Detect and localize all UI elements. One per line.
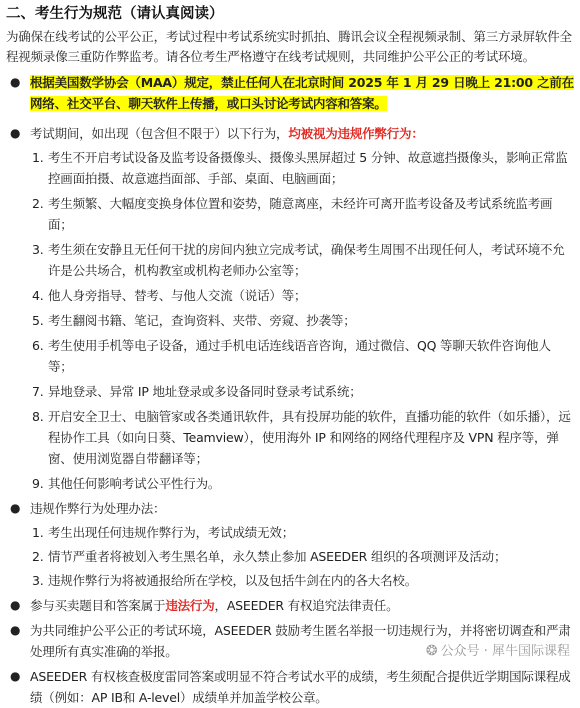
bullet-dot-icon: ● [10,623,21,637]
list-item: 5. 考生翻阅书籍、笔记，查询资料、夹带、旁窥、抄袭等； [32,313,356,328]
notice-bullet [6,72,574,114]
wechat-icon: ❂ [425,643,438,659]
bullet-dot-icon: ● [10,669,21,683]
violations-lead: 考试期间，如出现（包含但不限于）以下行为， [30,126,289,141]
section-title: 二、考生行为规范（请认真阅读） [6,6,224,22]
list-item: 9. 其他任何影响考试公平性行为。 [32,476,221,491]
list-item: 3. 考生须在安静且无任何干扰的房间内独立完成考试，确保考生周围不出现任何人，考试环境不允许是公共场合，机构教室或机构老师办公室等； [32,242,565,278]
notice-highlight: 根据美国数学协会（MAA）规定，禁止任何人在北京时间 2025 年 1 月 29 日晚上 21:00 之前在网络、社交平台、聊天软件上传播，或口头讨论考试内容和答案。 [30,75,574,111]
bullet-dot-icon: ● [10,75,21,89]
violations-lead-red: 均被视为违规作弊行为： [288,126,424,141]
handling-list [6,522,574,591]
list-item: 7. 异地登录、异常 IP 地址登录或多设备同时登录考试系统； [32,384,362,399]
bullet-dot-icon: ● [10,598,21,612]
watermark: ❂ 公众号 · 犀牛国际课程 [425,643,570,659]
bullet-dot-icon: ● [10,126,21,140]
leak-bullet: ● 参与买卖题目和答案属于违法行为，ASEEDER 有权追究法律责任。 [6,595,574,616]
bullet-dot-icon: ● [10,501,21,515]
list-item: 4. 他人身旁指导、替考、与他人交流（说话）等； [32,288,307,303]
handling-bullet [6,498,574,519]
illegal-act-red: 违法行为 [165,598,215,613]
list-item: 6. 考生使用手机等电子设备，通过手机电话连线语音咨询，通过微信、QQ 等聊天软件咨询他人等； [32,338,551,374]
handling-lead: 违规作弊行为处理办法： [30,501,166,516]
violations-bullet [6,123,574,144]
list-item: 2. 情节严重者将被划入考生黑名单，永久禁止参加 ASEEDER 组织的各项测评及活动； [32,549,507,564]
list-item: 1. 考生不开启考试设备及监考设备摄像头、摄像头黑屏超过 5 分钟、故意遮挡摄像头，影响正常监控画面拍摄、故意遮挡面部、手部、桌面、电脑画面； [32,150,568,186]
document-page [6,4,574,708]
list-item: 3. 违规作弊行为将被通报给所在学校，以及包括牛剑在内的各大名校。 [32,573,418,588]
verify-bullet: ● ASEEDER 有权核查极度雷同答案或明显不符合考试水平的成绩，考生须配合提供近学期国际课程成绩（例如：AP IB和 A-level）成绩单并加盖学校公章。 [6,666,574,708]
violations-list [6,147,574,494]
list-item: 8. 开启安全卫士、电脑管家或各类通讯软件，具有投屏功能的软件，直播功能的软件（如乐播），远程协作工具（如向日葵、Teamview），使用海外 IP 和网络的网络代理程序及 VPN 程序等，弹窗、使用浏览器自带翻译等； [32,409,571,466]
report-bullet: ● 为共同维护公平公正的考试环境，ASEEDER 鼓励考生匿名举报一切违规行为，并将密切调查和严肃处理所有真实准确的举报。 [6,620,574,662]
list-item: 2. 考生频繁、大幅度变换身体位置和姿势，随意离座，未经许可离开监考设备及考试系统监考画面； [32,196,553,232]
intro-paragraph: 为确保在线考试的公平公正，考试过程中考试系统实时抓拍、腾讯会议全程视频录制、第三方录屏软件全程视频录像三重防作弊监考。请各位考生严格遵守在线考试规则，共同维护公平公正的考试环境。 [6,29,572,64]
list-item: 1. 考生出现任何违规作弊行为，考试成绩无效； [32,525,295,540]
